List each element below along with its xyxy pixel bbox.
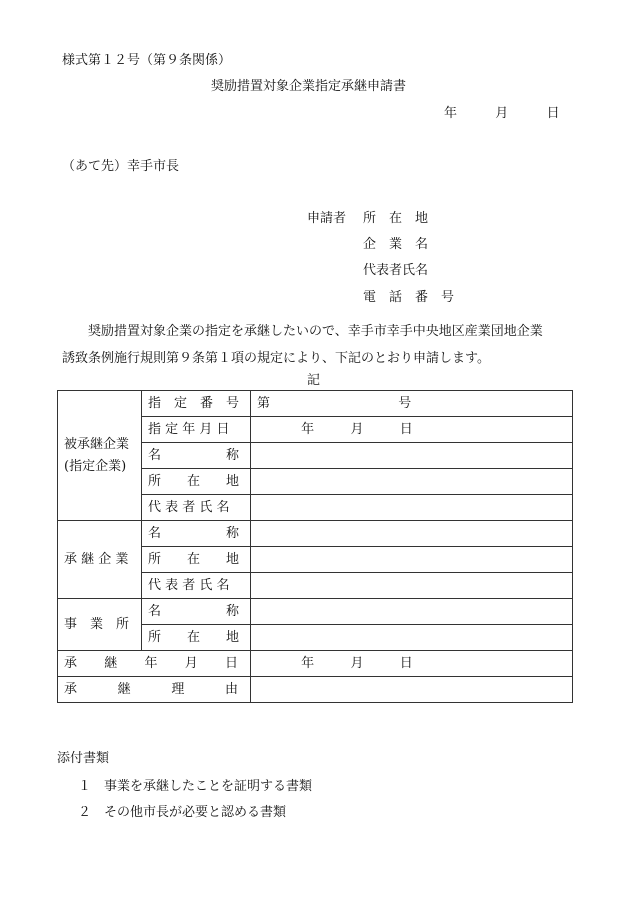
successor-name-label: 名 称 (142, 521, 251, 547)
succession-date-label-char: 月 (184, 656, 198, 671)
office-location-field[interactable] (251, 625, 573, 651)
form-number: 様式第１２号（第９条関係） (62, 53, 232, 68)
designation-date-label: 指 定 年 月 日 (142, 417, 251, 443)
succession-date-month: 月 (350, 656, 364, 671)
attachments-title: 添付書類 (57, 751, 110, 766)
predecessor-location-label: 所 在 地 (142, 469, 251, 495)
successor-group-label: 承 継 企 業 (58, 521, 142, 599)
predecessor-label-line1: 被承継企業 (64, 436, 130, 452)
successor-location-label: 所 在 地 (142, 547, 251, 573)
ki-marker: 記 (307, 373, 321, 388)
succession-reason-label-char: 継 (117, 682, 131, 697)
succession-reason-field[interactable] (251, 677, 573, 703)
designation-number-field[interactable] (251, 391, 573, 417)
request-statement (62, 318, 577, 372)
attachment-item-1: １ 事業を承継したことを証明する書類 (78, 779, 313, 794)
document-title: 奨励措置対象企業指定承継申請書 (211, 79, 407, 94)
date-day-label: 日 (546, 106, 560, 121)
designation-number-label: 指 定 番 号 (142, 391, 251, 417)
succession-reason-label-char: 承 (64, 682, 78, 697)
designation-date-day: 日 (399, 422, 413, 437)
designation-number-prefix: 第 (257, 396, 271, 411)
applicant-representative-label: 代表者氏名 (363, 263, 429, 278)
applicant-company-label: 企 業 名 (363, 237, 429, 252)
succession-reason-label-char: 由 (224, 682, 238, 697)
designation-date-year: 年 (301, 422, 315, 437)
addressee: （あて先）幸手市長 (62, 159, 180, 174)
designation-date-month: 月 (350, 422, 364, 437)
office-location-label: 所 在 地 (142, 625, 251, 651)
succession-date-label-char: 継 (104, 656, 118, 671)
application-date (444, 107, 560, 120)
applicant-phone-label: 電 話 番 号 (363, 290, 455, 305)
succession-date-year: 年 (301, 656, 315, 671)
successor-name-field[interactable] (251, 521, 573, 547)
table-row (58, 391, 573, 417)
succession-reason-label-char: 理 (171, 682, 185, 697)
succession-date-label-char: 日 (224, 656, 238, 671)
succession-reason-label (58, 677, 251, 703)
office-name-label: 名 称 (142, 599, 251, 625)
attachment-item-2: ２ その他市長が必要と認める書類 (78, 805, 287, 820)
successor-representative-label: 代 表 者 氏 名 (142, 573, 251, 599)
succession-date-label (58, 651, 251, 677)
statement-line-1: 奨励措置対象企業の指定を承継したいので、幸手市幸手中央地区産業団地企業 (88, 324, 543, 339)
succession-form-table (57, 390, 573, 703)
statement-line-2: 誘致条例施行規則第９条第１項の規定により、下記のとおり申請します。 (62, 351, 490, 366)
designation-number-suffix: 号 (398, 396, 412, 411)
table-row (58, 651, 573, 677)
predecessor-location-field[interactable] (251, 469, 573, 495)
predecessor-group-label (58, 391, 142, 521)
office-group-label: 事 業 所 (58, 599, 142, 651)
applicant-heading: 申請者 (307, 211, 347, 226)
succession-date-field[interactable] (251, 651, 573, 677)
successor-representative-field[interactable] (251, 573, 573, 599)
date-year-label: 年 (444, 106, 458, 121)
table-row (58, 599, 573, 625)
succession-date-day: 日 (399, 656, 413, 671)
predecessor-representative-field[interactable] (251, 495, 573, 521)
predecessor-representative-label: 代 表 者 氏 名 (142, 495, 251, 521)
designation-date-field[interactable] (251, 417, 573, 443)
predecessor-name-field[interactable] (251, 443, 573, 469)
table-row (58, 521, 573, 547)
succession-date-label-char: 年 (144, 656, 158, 671)
office-name-field[interactable] (251, 599, 573, 625)
table-row (58, 677, 573, 703)
predecessor-label-line2: (指定企業) (64, 458, 127, 474)
predecessor-name-label: 名 称 (142, 443, 251, 469)
succession-date-label-char: 承 (64, 656, 78, 671)
applicant-location-label: 所 在 地 (363, 211, 429, 226)
date-month-label: 月 (495, 106, 509, 121)
successor-location-field[interactable] (251, 547, 573, 573)
